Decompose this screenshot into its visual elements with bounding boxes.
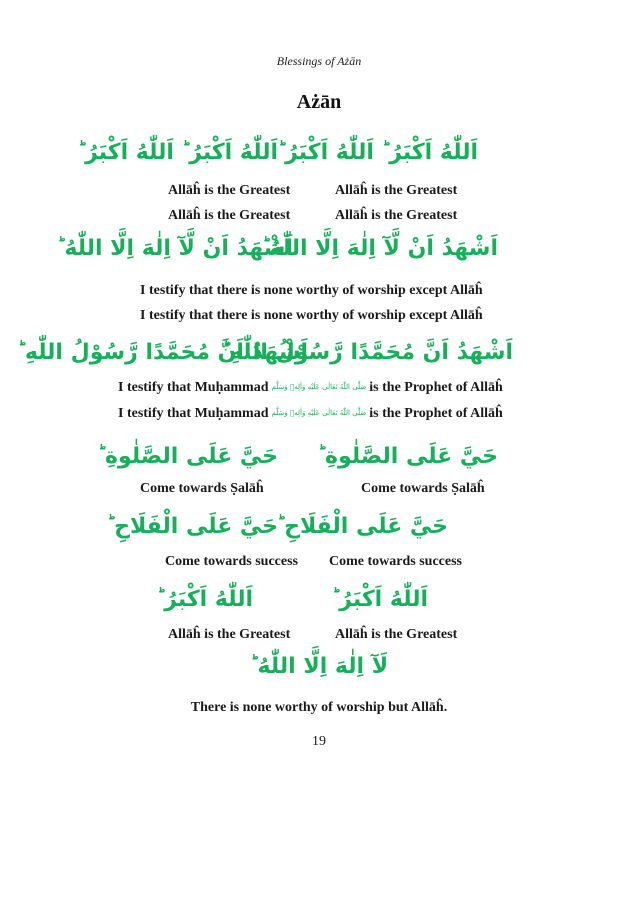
shahada1-arabic-left: اَشْهَدُ اَنْ لَّآ اِلٰهَ اِلَّا اللّٰهُ ؕ bbox=[56, 236, 293, 261]
falah-en-left: Come towards success bbox=[165, 554, 298, 569]
takbir2-en-left: Allāĥ is the Greatest bbox=[168, 627, 291, 642]
salutation-1: صَلَّى اللّٰهُ تَعَالٰى عَلَيْهِ وَاٰلِهٖ وَسَلَّم bbox=[271, 383, 367, 391]
shahada2-en-1-post: is the Prophet of Allāĥ bbox=[369, 380, 503, 395]
page-title: Ażān bbox=[296, 91, 342, 113]
shahada2-en-2-post: is the Prophet of Allāĥ bbox=[369, 406, 503, 421]
tahlil-en: There is none worthy of worship but Allāĥ. bbox=[190, 700, 448, 715]
shahada2-arabic-left: اَشْهَدُ اَنَّ مُحَمَّدًا رَّسُوْلُ اللّٰهِ ؕ bbox=[17, 340, 308, 365]
shahada2-en-2 bbox=[118, 405, 503, 422]
shahada2-en-2-pre: I testify that Muḥammad bbox=[118, 406, 269, 421]
salah-en-left: Come towards Ṣalāĥ bbox=[140, 481, 264, 496]
salutation-2: صَلَّى اللّٰهُ تَعَالٰى عَلَيْهِ وَاٰلِهٖ وَسَلَّم bbox=[271, 409, 367, 417]
running-head: Blessings of Ażān bbox=[276, 54, 362, 68]
takbir-arabic-left: اَللّٰهُ اَكْبَرُ ؕ اَللّٰهُ اَكْبَرُ ؕ bbox=[77, 140, 278, 165]
takbir-en-right-1: Allāĥ is the Greatest bbox=[335, 183, 458, 198]
shahada1-en-2: I testify that there is none worthy of worship except Allāĥ bbox=[140, 308, 483, 323]
falah-en-right: Come towards success bbox=[329, 554, 462, 569]
salah-en-right: Come towards Ṣalāĥ bbox=[361, 481, 485, 496]
shahada2-en-1 bbox=[118, 379, 503, 396]
takbir2-arabic-right: اَللّٰهُ اَكْبَرُ ؕ bbox=[331, 587, 428, 612]
salah-arabic-left: حَيَّ عَلَى الصَّلٰوةِ ؕ bbox=[97, 444, 278, 469]
tahlil-arabic: لَآ اِلٰهَ اِلَّا اللّٰهُ ؕ bbox=[249, 654, 389, 679]
shahada2-arabic-right: اَشْهَدُ اَنَّ مُحَمَّدًا رَّسُوْلُ اللّٰهِ ؕ bbox=[222, 340, 513, 365]
shahada2-en-1-pre: I testify that Muḥammad bbox=[118, 380, 269, 395]
takbir-en-left-2: Allāĥ is the Greatest bbox=[168, 208, 291, 223]
salah-arabic-right: حَيَّ عَلَى الصَّلٰوةِ ؕ bbox=[317, 444, 498, 469]
falah-arabic-right: حَيَّ عَلَى الْفَلَاحِ ؕ bbox=[276, 514, 448, 539]
takbir2-en-right: Allāĥ is the Greatest bbox=[335, 627, 458, 642]
takbir-en-right-2: Allāĥ is the Greatest bbox=[335, 208, 458, 223]
takbir-arabic-right: اَللّٰهُ اَكْبَرُ ؕ اَللّٰهُ اَكْبَرُ ؕ bbox=[277, 140, 478, 165]
page-number: 19 bbox=[312, 734, 326, 749]
shahada1-arabic-right: اَشْهَدُ اَنْ لَّآ اِلٰهَ اِلَّا اللّٰهُ ؕ bbox=[261, 236, 498, 261]
shahada1-en-1: I testify that there is none worthy of worship except Allāĥ bbox=[140, 283, 483, 298]
falah-arabic-left: حَيَّ عَلَى الْفَلَاحِ ؕ bbox=[106, 514, 278, 539]
takbir-en-left-1: Allāĥ is the Greatest bbox=[168, 183, 291, 198]
takbir2-arabic-left: اَللّٰهُ اَكْبَرُ ؕ bbox=[156, 587, 253, 612]
